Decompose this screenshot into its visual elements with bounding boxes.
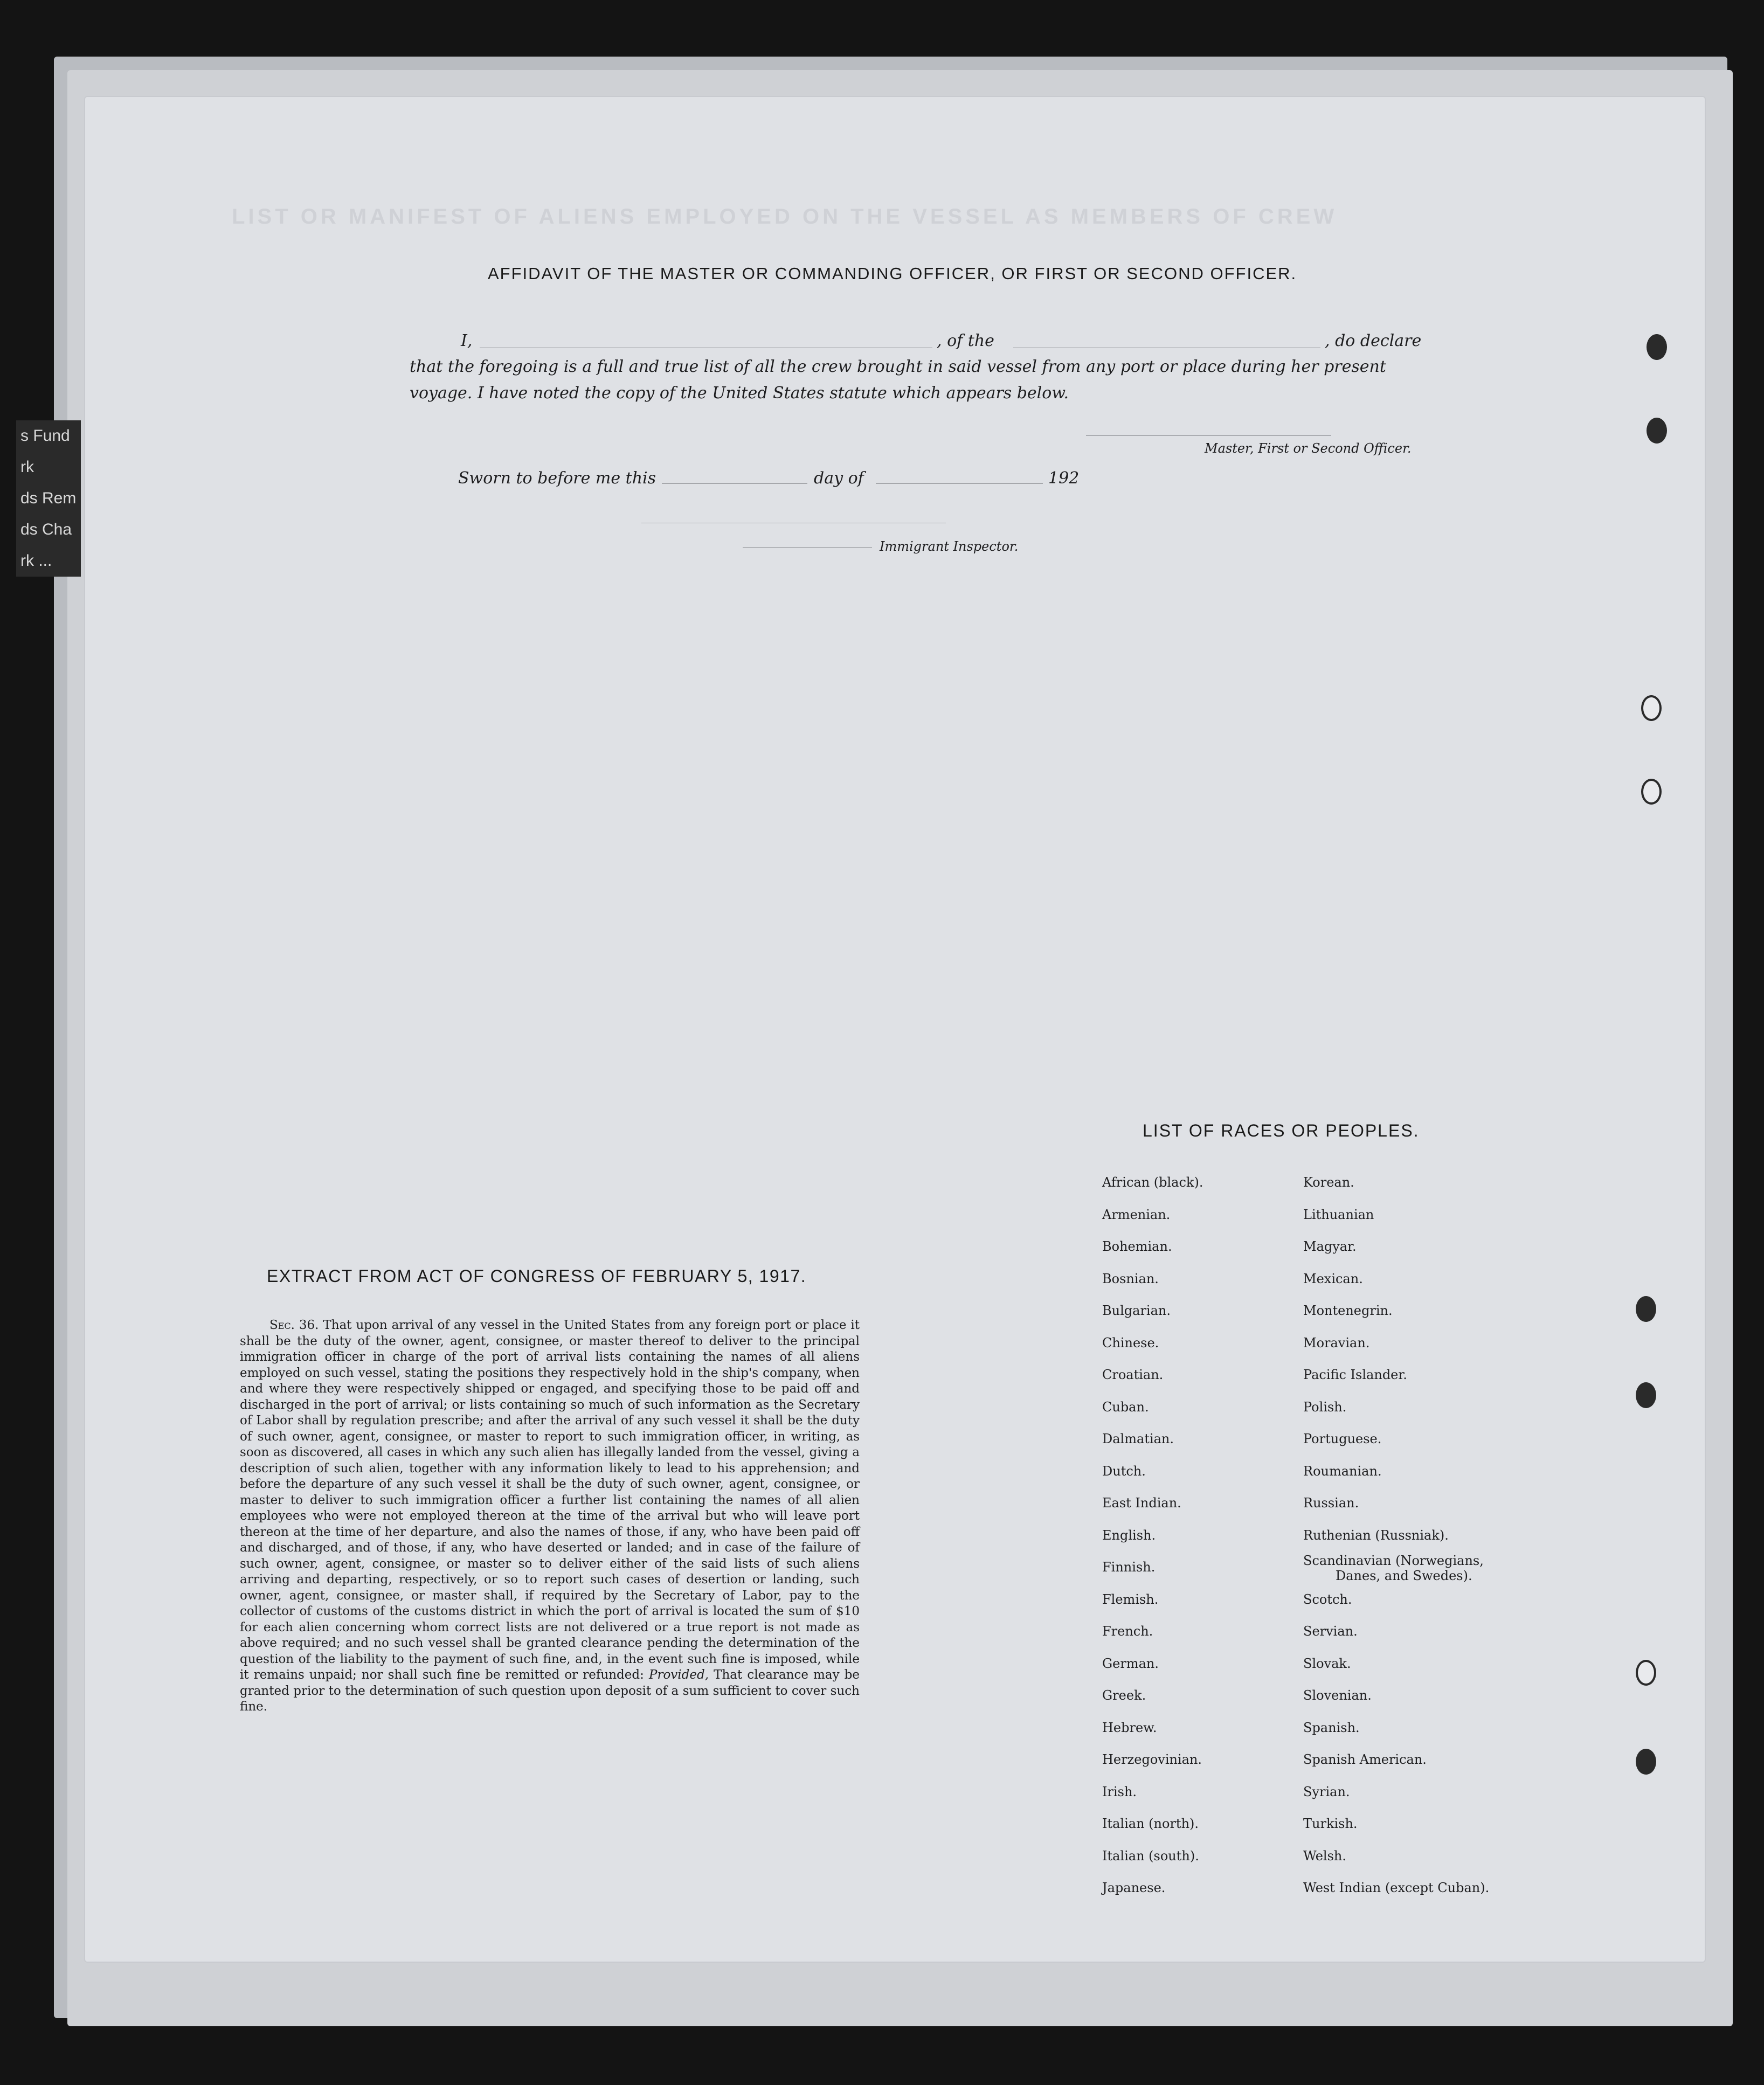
punch-hole-icon <box>1636 1382 1656 1408</box>
day-of-label: day of <box>814 469 864 488</box>
race-item: Montenegrin. <box>1303 1303 1393 1318</box>
race-item: Bulgarian. <box>1102 1303 1171 1318</box>
race-item: East Indian. <box>1102 1495 1181 1511</box>
race-item-line: Danes, and Swedes). <box>1336 1568 1472 1583</box>
punch-hole-icon <box>1636 1296 1656 1322</box>
extract-body-end: That clearance may be granted prior to the determination of such question upon deposit of a sum sufficient to cover such fine. <box>240 1668 860 1714</box>
affidavit-text-line3: voyage. I have noted the copy of the United States statute which appears below. <box>410 384 1069 403</box>
race-item: Chinese. <box>1102 1335 1159 1350</box>
race-item: Lithuanian <box>1303 1207 1374 1222</box>
race-item: Korean. <box>1303 1175 1354 1190</box>
race-item: Magyar. <box>1303 1239 1357 1254</box>
extract-body <box>240 1318 860 1715</box>
race-item: Japanese. <box>1102 1880 1166 1895</box>
race-item: Spanish American. <box>1303 1752 1427 1767</box>
race-item: Armenian. <box>1102 1207 1171 1222</box>
punch-hole-icon <box>1636 1660 1656 1686</box>
strip-fragment: s Fund <box>20 427 70 445</box>
race-item: Roumanian. <box>1303 1463 1382 1479</box>
race-item: Slovenian. <box>1303 1688 1372 1703</box>
races-title: LIST OF RACES OR PEOPLES. <box>1143 1121 1420 1140</box>
extract-title: EXTRACT FROM ACT OF CONGRESS OF FEBRUARY 5, 1917. <box>267 1266 807 1286</box>
race-item: Bosnian. <box>1102 1271 1159 1286</box>
year-label: 192 <box>1048 469 1080 488</box>
affidavit-declare-label: , do declare <box>1325 331 1422 350</box>
affidavit-title: AFFIDAVIT OF THE MASTER OR COMMANDING OFFICER, OR FIRST OR SECOND OFFICER. <box>488 264 1297 283</box>
strip-fragment: ds Rem <box>20 489 77 507</box>
affidavit-i-label: I, <box>461 331 473 350</box>
races-column-1 <box>1102 1167 1203 1904</box>
race-item: Herzegovinian. <box>1102 1752 1202 1767</box>
race-item: English. <box>1102 1527 1156 1543</box>
strip-fragment: rk <box>20 458 34 476</box>
race-item: Turkish. <box>1303 1816 1358 1831</box>
race-item: Pacific Islander. <box>1303 1367 1407 1382</box>
race-item: Greek. <box>1102 1688 1146 1703</box>
race-item: Finnish. <box>1102 1560 1156 1575</box>
race-item: Welsh. <box>1303 1848 1346 1864</box>
race-item: Italian (south). <box>1102 1848 1199 1864</box>
race-item: Flemish. <box>1102 1591 1159 1607</box>
sec-label: Sec. 36. <box>269 1318 319 1332</box>
race-item: Dutch. <box>1102 1463 1146 1479</box>
race-item: African (black). <box>1102 1175 1203 1190</box>
punch-hole-icon <box>1647 334 1667 360</box>
bleed-through-header: LIST OR MANIFEST OF ALIENS EMPLOYED ON THE VESSEL AS MEMBERS OF CREW <box>232 205 1338 226</box>
race-item: Syrian. <box>1303 1784 1350 1799</box>
races-column-2 <box>1303 1167 1489 1904</box>
left-margin-strip <box>16 420 81 577</box>
affidavit-text-line2: that the foregoing is a full and true list of all the crew brought in said vessel from any port or place during her present <box>410 357 1386 376</box>
extract-body-text: That upon arrival of any vessel in the United States from any foreign port or place it shall be the duty of the owner, agent, consignee, or master thereof to deliver to the principal immigration officer in charge of the port of arrival lists containing the names of all aliens employed on such vessel, stating the positions they respectively hold in the ship's company, when and where they were respectively shipped or engaged, and specifying those to be paid off and discharged in the port of arrival; or lists containing so much of such information as the Secretary of Labor shall by regulation prescribe; and after the arrival of any such vessel it shall be the duty of such owner, agent, consignee, or master to report to such immigration officer, in writing, as soon as discovered, all cases in which any such alien has illegally landed from the vessel, giving a description of such alien, together with any information likely to lead to his apprehension; and before the departure of any such vessel it shall be the duty of such owner, agent, consignee, or master to deliver to such immigration officer a further list containing the names of all alien employees who were not employed thereon at the time of the arrival but who will leave port thereon at the time of her departure, and also the names of those, if any, who have been paid off and discharged, and of those, if any, who have deserted or landed; and in case of the failure of such owner, agent, consignee, or master so to deliver either of the said lists of such aliens arriving and departing, respectively, or so to report such cases of desertion or landing, such owner, agent, consignee, or master shall, if required by the Secretary of Labor, pay to the collector of customs of the customs district in which the port of arrival is located the sum of $10 for each alien concerning whom correct lists are not delivered or a true report is not made as above required; and no such vessel shall be granted clearance pending the determination of the question of the liability to the payment of such fine, and, in the event such fine is imposed, while it remains unpaid; nor shall such fine be remitted or refunded: <box>240 1318 860 1682</box>
sworn-day-line <box>662 483 807 484</box>
master-signature-line <box>1086 435 1331 436</box>
strip-fragment: rk ... <box>20 552 52 570</box>
race-item: Dalmatian. <box>1102 1431 1174 1446</box>
sworn-label: Sworn to before me this <box>458 469 656 488</box>
race-item: Croatian. <box>1102 1367 1164 1382</box>
strip-fragment: ds Cha <box>20 521 72 538</box>
race-item: Russian. <box>1303 1495 1359 1511</box>
race-item: Slovak. <box>1303 1655 1351 1671</box>
inspector-label: Immigrant Inspector. <box>880 539 1019 554</box>
race-item <box>1303 1551 1489 1584</box>
race-item: Mexican. <box>1303 1271 1363 1286</box>
race-item: Scotch. <box>1303 1591 1352 1607</box>
race-item: Servian. <box>1303 1624 1358 1639</box>
race-item: Moravian. <box>1303 1335 1370 1350</box>
race-item: Ruthenian (Russniak). <box>1303 1527 1449 1543</box>
race-item: Irish. <box>1102 1784 1137 1799</box>
punch-hole-icon <box>1636 1749 1656 1775</box>
race-item: German. <box>1102 1655 1159 1671</box>
provided-label: Provided, <box>648 1668 709 1682</box>
race-item: West Indian (except Cuban). <box>1303 1880 1490 1895</box>
race-item-line: Scandinavian (Norwegians, <box>1303 1553 1484 1568</box>
race-item: Cuban. <box>1102 1399 1149 1415</box>
race-item: Polish. <box>1303 1399 1347 1415</box>
race-item: Spanish. <box>1303 1720 1360 1735</box>
affidavit-of-the-label: , of the <box>937 331 994 350</box>
punch-hole-icon <box>1641 779 1662 805</box>
punch-hole-icon <box>1647 418 1667 444</box>
inspector-signature-line <box>743 547 872 548</box>
sworn-month-line <box>876 483 1043 484</box>
race-item: Bohemian. <box>1102 1239 1172 1254</box>
punch-hole-icon <box>1641 695 1662 721</box>
race-item: Hebrew. <box>1102 1720 1157 1735</box>
master-signature-label: Master, First or Second Officer. <box>1205 441 1412 456</box>
race-item: French. <box>1102 1624 1153 1639</box>
race-item: Portuguese. <box>1303 1431 1382 1446</box>
race-item: Italian (north). <box>1102 1816 1199 1831</box>
